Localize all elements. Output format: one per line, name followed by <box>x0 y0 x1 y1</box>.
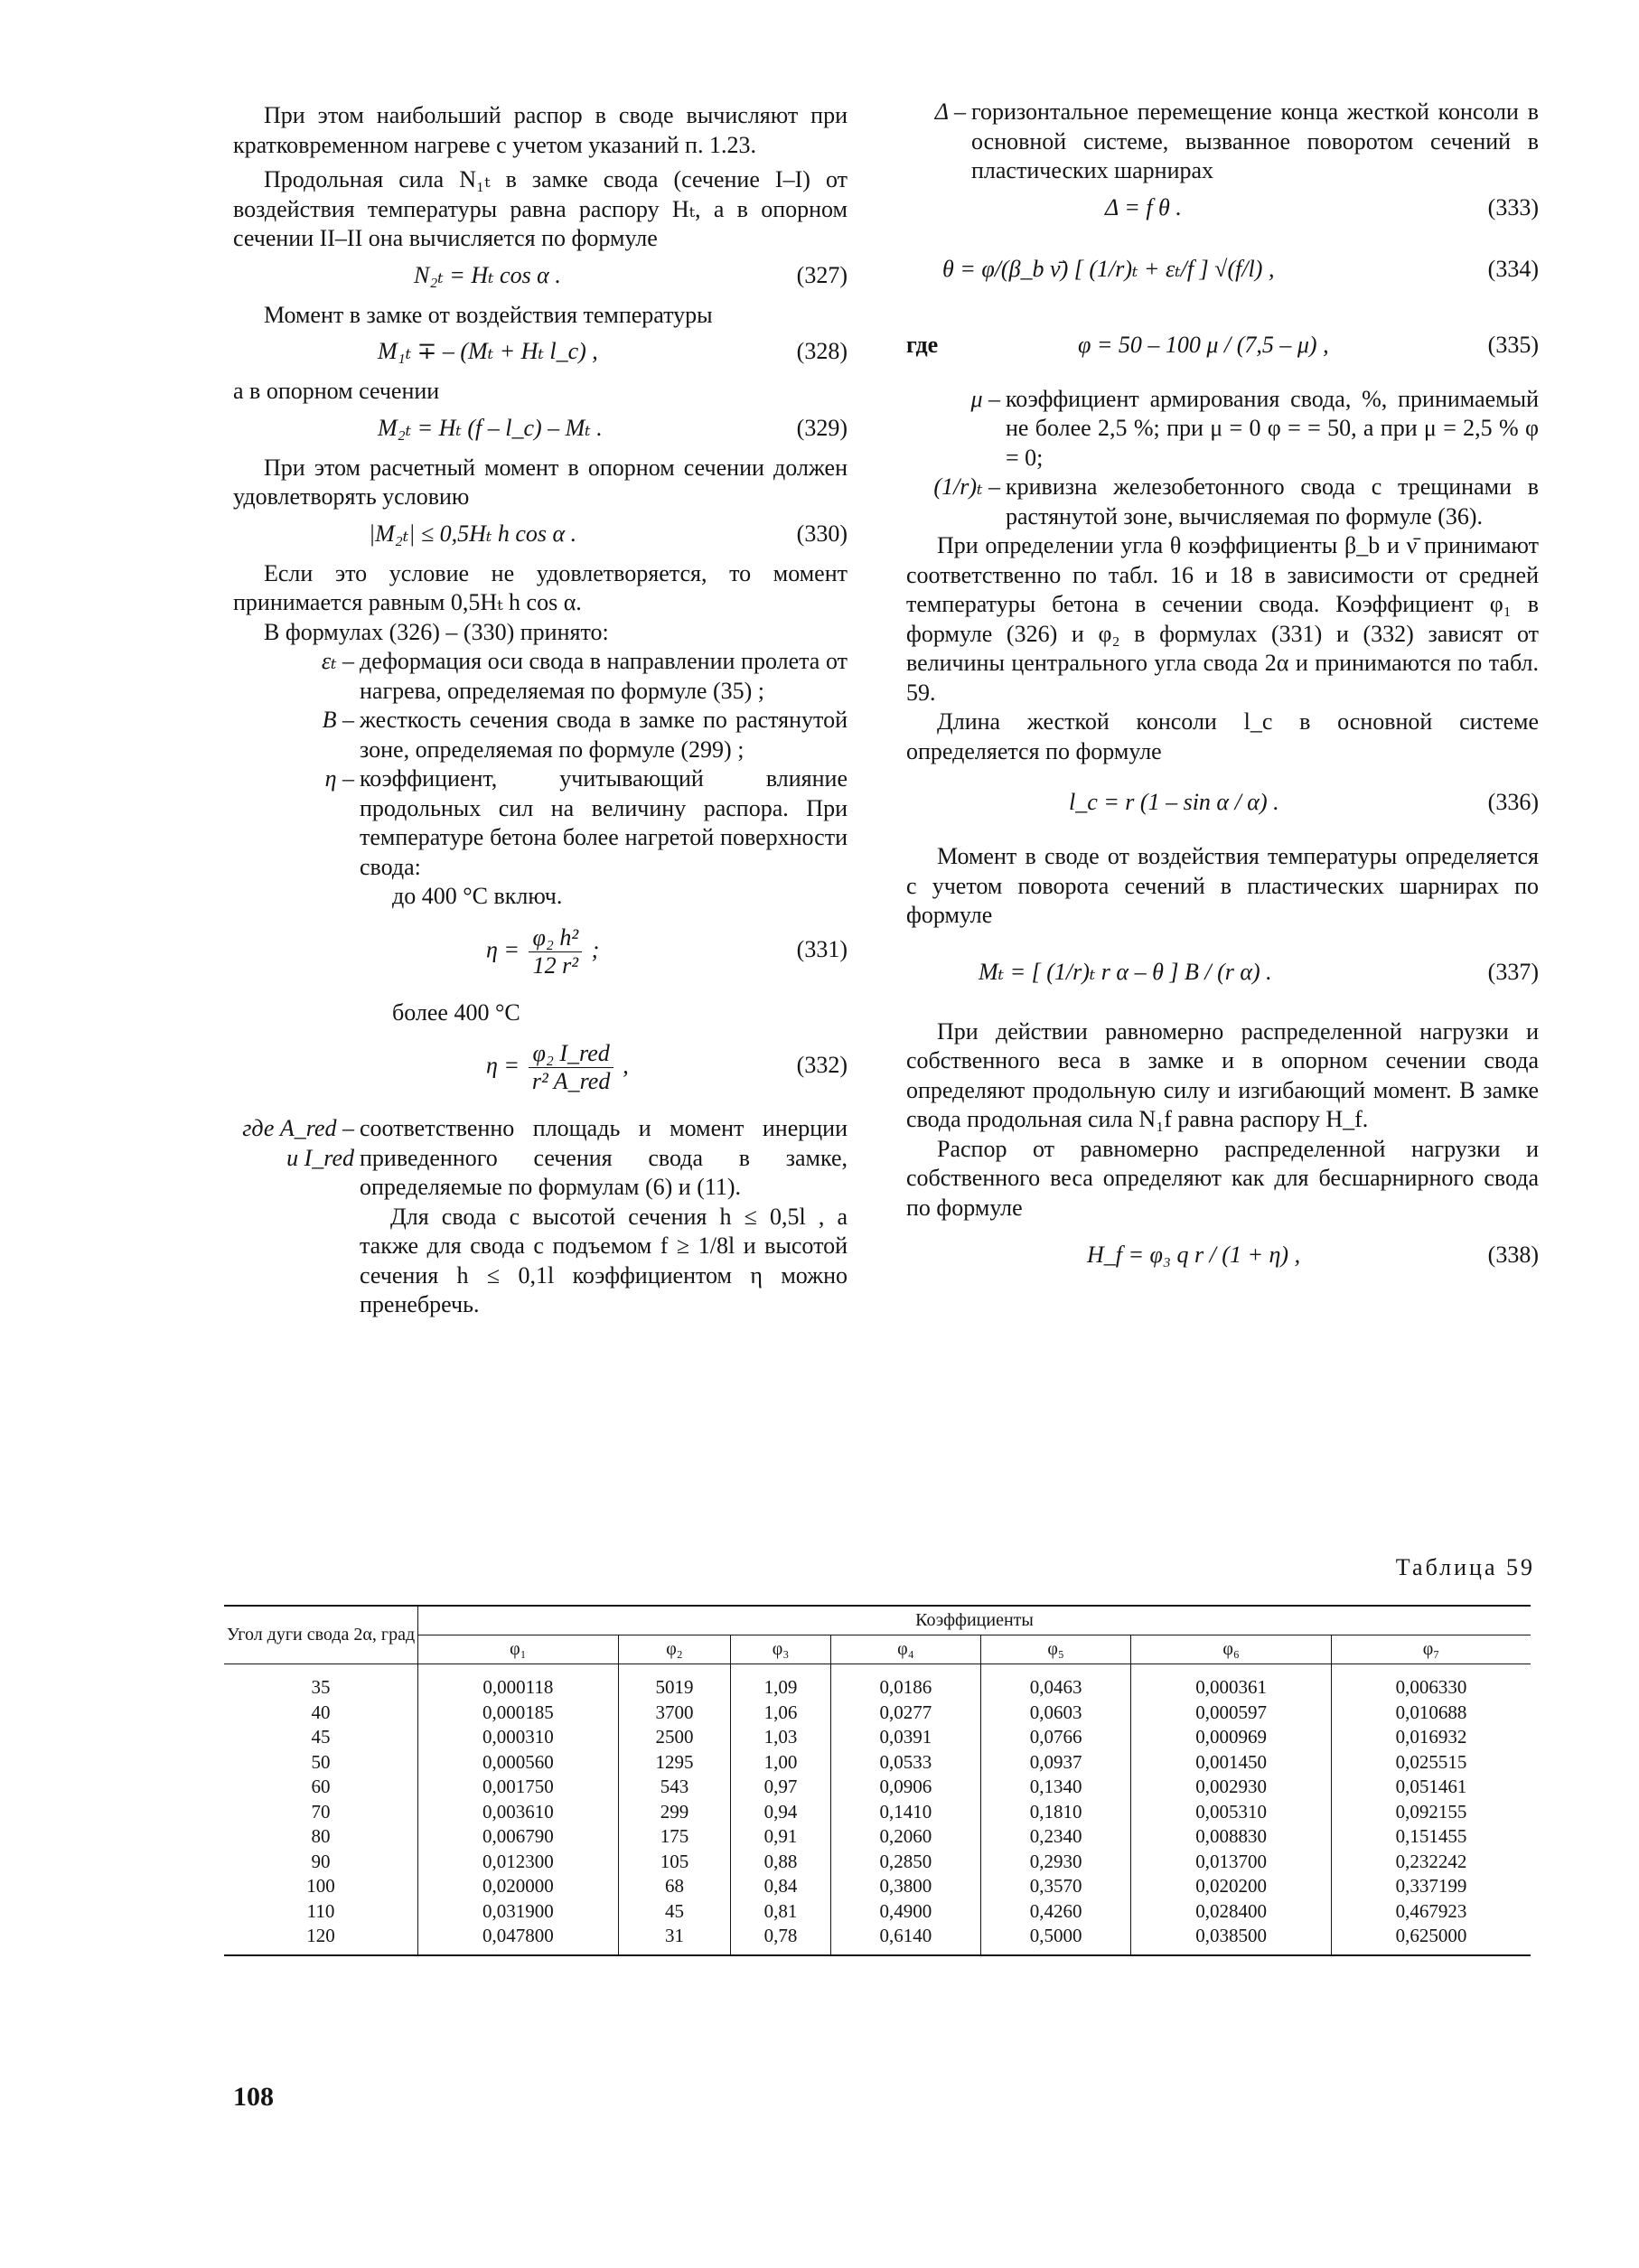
fraction <box>529 1040 613 1095</box>
table-cell: 0,005310 <box>1131 1800 1332 1825</box>
formula-lhs: η = <box>486 935 520 962</box>
paragraph: а в опорном сечении <box>233 378 440 404</box>
table-row <box>224 1924 1531 1955</box>
table-cell: 0,0186 <box>830 1664 980 1701</box>
table-cell: 0,001450 <box>1131 1750 1332 1776</box>
definition-term: μ – <box>970 385 1000 412</box>
equation-number: (329) <box>796 414 848 441</box>
table-cell: 0,003610 <box>418 1800 619 1825</box>
condition-label: до 400 °С включ. <box>392 883 563 909</box>
table-cell: 105 <box>618 1850 730 1875</box>
table-cell: 0,002930 <box>1131 1775 1332 1800</box>
table-row <box>224 1750 1531 1776</box>
paragraph: Продольная сила N₁ₜ в замке свода (сечение I–I) от воздействия температуры равна распору Hₜ, а в опорном сечении II–II она вычисляется по формуле <box>233 166 848 251</box>
table-cell: 0,97 <box>731 1775 831 1800</box>
table-cell: 0,625000 <box>1331 1924 1531 1955</box>
table-cell: 0,000597 <box>1131 1701 1332 1726</box>
denominator: 12 r² <box>532 951 579 979</box>
where-word: где <box>906 331 939 358</box>
paragraph: Если это условие не удовлетворяется, то момент принимается равным 0,5Hₜ h cos α. <box>233 559 848 615</box>
definition-text: соответственно площадь и момент инерции приведенного сечения свода в замке, определяемые по формулам (6) и (11). <box>360 1115 848 1200</box>
table-cell: 1,06 <box>731 1701 831 1726</box>
equation-number: (334) <box>1487 255 1539 282</box>
equation-number: (336) <box>1487 789 1539 815</box>
table-cell: 0,000969 <box>1131 1725 1332 1750</box>
table-cell: 0,0463 <box>981 1664 1131 1701</box>
table-cell: 0,4900 <box>830 1899 980 1925</box>
table-cell: 0,2930 <box>981 1850 1131 1875</box>
formula-tail: ; <box>591 935 600 962</box>
table-cell: 0,2060 <box>830 1824 980 1850</box>
table-cell: 0,1410 <box>830 1800 980 1825</box>
fraction <box>529 924 582 979</box>
table-cell: 0,000560 <box>418 1750 619 1776</box>
table-cell: 0,151455 <box>1395 1825 1467 1847</box>
equation-336 <box>906 766 1539 842</box>
formula: |M₂ₜ| ≤ 0,5Hₜ h cos α . <box>369 520 577 547</box>
table-cell: 0,5000 <box>981 1924 1131 1955</box>
table-cell: 0,0937 <box>981 1750 1131 1776</box>
paragraph: При этом наибольший распор в своде вычисляют при кратковременном нагреве с учетом указаний п. 1.23. <box>233 102 848 158</box>
paragraph: Момент в замке от воздействия температуры <box>264 301 713 328</box>
definition-list <box>233 647 848 882</box>
table-cell: 0,047800 <box>418 1924 619 1955</box>
paragraph: В формулах (326) – (330) принято: <box>264 618 609 645</box>
paragraph: Момент в своде от воздействия температуры определяется с учетом поворота сечений в пластических шарнирах по формуле <box>906 843 1539 928</box>
table-cell: 0,016932 <box>1395 1726 1467 1748</box>
table-cell: 0,88 <box>731 1850 831 1875</box>
table-row <box>224 1899 1531 1925</box>
table-cell: 0,4260 <box>981 1899 1131 1925</box>
table-cell: 543 <box>618 1775 730 1800</box>
coefficients-table <box>224 1605 1531 1956</box>
table-cell: 2500 <box>618 1725 730 1750</box>
equation-331 <box>233 912 848 988</box>
equation-number: (335) <box>1487 331 1539 358</box>
column-header: φ₆ <box>1131 1635 1332 1664</box>
table-cell: 0,051461 <box>1395 1776 1467 1797</box>
table-cell: 0,025515 <box>1395 1750 1467 1773</box>
table-row <box>224 1850 1531 1875</box>
table-cell: 299 <box>618 1800 730 1825</box>
table-cell: 3700 <box>618 1701 730 1726</box>
delta-definition <box>906 98 1539 186</box>
table-row <box>224 1664 1531 1701</box>
table-cell: 100 <box>224 1874 418 1899</box>
table-cell: 35 <box>224 1664 418 1701</box>
table-cell: 0,092155 <box>1395 1800 1467 1823</box>
equation-337 <box>906 931 1539 1017</box>
definition-term: Δ – <box>934 98 966 125</box>
table-cell: 0,0533 <box>830 1750 980 1776</box>
column-header: φ₅ <box>981 1635 1131 1664</box>
equation-330 <box>233 512 848 559</box>
definition-text: кривизна железобетонного свода с трещинами в растянутой зоне, вычисляемая по формуле (36). <box>1006 473 1539 530</box>
table-cell: 0,84 <box>731 1874 831 1899</box>
table-cell: 0,008830 <box>1131 1824 1332 1850</box>
table-cell: 0,78 <box>731 1924 831 1955</box>
column-header: φ₃ <box>731 1635 831 1664</box>
equation-338 <box>906 1223 1539 1298</box>
table-cell: 175 <box>618 1824 730 1850</box>
table-caption: Таблица 59 <box>1395 1554 1535 1580</box>
equation-333 <box>906 186 1539 233</box>
table-cell: 1,00 <box>731 1750 831 1776</box>
equation-number: (338) <box>1487 1242 1539 1268</box>
table-cell: 0,6140 <box>830 1924 980 1955</box>
table-cell: 0,012300 <box>418 1850 619 1875</box>
table-cell: 0,006790 <box>418 1824 619 1850</box>
definition-term: η – <box>324 765 354 792</box>
formula: l_c = r (1 – sin α / α) . <box>1069 789 1279 815</box>
table-cell: 31 <box>618 1924 730 1955</box>
table-cell: 0,0906 <box>830 1775 980 1800</box>
formula: H_f = φ₃ q r / (1 + η) , <box>1087 1242 1301 1268</box>
mu-definition <box>906 385 1539 532</box>
table-body <box>224 1664 1531 1955</box>
table-cell: 0,000310 <box>418 1725 619 1750</box>
paragraph: При этом расчетный момент в опорном сечении должен удовлетворять условию <box>233 454 848 510</box>
equation-327 <box>233 254 848 301</box>
equation-335 <box>906 309 1539 385</box>
formula: θ = φ/(β_b ν̄) [ (1/r)ₜ + εₜ/f ] √(f/l) , <box>942 255 1275 282</box>
table-cell: 0,2850 <box>830 1850 980 1875</box>
condition-label: более 400 °С <box>392 998 520 1026</box>
table-cell: 0,020200 <box>1131 1874 1332 1899</box>
table-cell: 0,028400 <box>1131 1899 1332 1925</box>
table-cell: 50 <box>224 1750 418 1776</box>
equation-number: (328) <box>796 338 848 364</box>
definition-term: εₜ – <box>321 648 354 674</box>
table-cell: 0,031900 <box>418 1899 619 1925</box>
definition-term: (1/r)ₜ – <box>933 473 1000 500</box>
table-cell: 0,3800 <box>830 1874 980 1899</box>
left-column <box>233 101 848 1320</box>
table-cell: 70 <box>224 1800 418 1825</box>
page-number: 108 <box>233 2082 274 2112</box>
angle-column-header: Угол дуги свода 2α, град <box>224 1606 418 1664</box>
definition-text: коэффициент, учитывающий влияние продольных сил на величину распора. При температуре бетона более нагретой поверхности свода: <box>360 765 848 880</box>
table-cell: 0,2340 <box>981 1824 1131 1850</box>
column-header: φ₁ <box>418 1635 619 1664</box>
table-cell: 0,010688 <box>1395 1701 1467 1723</box>
table-cell: 0,94 <box>731 1800 831 1825</box>
table-cell: 60 <box>224 1775 418 1800</box>
table-cell: 45 <box>618 1899 730 1925</box>
table-cell: 0,1340 <box>981 1775 1131 1800</box>
equation-number: (332) <box>796 1052 848 1078</box>
where-definition <box>233 1114 848 1203</box>
numerator: φ₂ h² <box>529 924 582 952</box>
table-cell: 0,337199 <box>1395 1875 1467 1897</box>
column-header-row <box>224 1635 1531 1664</box>
equation-number: (337) <box>1487 958 1539 985</box>
table-cell: 45 <box>224 1725 418 1750</box>
equation-329 <box>233 407 848 454</box>
formula: Δ = f θ . <box>1105 193 1182 220</box>
table-cell: 0,000185 <box>418 1701 619 1726</box>
table-row <box>224 1775 1531 1800</box>
paragraph: Распор от равномерно распределенной нагрузки и собственного веса определяют как для бесшарнирного свода по формуле <box>906 1135 1539 1221</box>
definition-text: деформация оси свода в направлении пролета от нагрева, определяемая по формуле (35) ; <box>360 648 848 704</box>
table-cell: 0,006330 <box>1395 1676 1467 1698</box>
equation-328 <box>233 330 848 377</box>
paragraph: При определении угла θ коэффициенты β_b и ν̄ принимают соответственно по табл. 16 и 18 в зависимости от средней температуры бетона в сечении свода. Коэффициент φ₁ в формуле (326) и φ₂ в формулах (331) и (332) зависят от величины центрального угла свода 2α и принимаются по табл. 59. <box>906 532 1539 706</box>
column-header: φ₇ <box>1331 1635 1531 1664</box>
equation-number: (330) <box>796 520 848 547</box>
table-cell: 0,91 <box>731 1824 831 1850</box>
table-cell: 0,0766 <box>981 1725 1131 1750</box>
table-row <box>224 1800 1531 1825</box>
table-cell: 80 <box>224 1824 418 1850</box>
table-cell: 0,81 <box>731 1899 831 1925</box>
table-cell: 0,001750 <box>418 1775 619 1800</box>
table-cell: 0,020000 <box>418 1874 619 1899</box>
table-cell: 1295 <box>618 1750 730 1776</box>
column-header: φ₂ <box>618 1635 730 1664</box>
table-cell: 0,000361 <box>1131 1664 1332 1701</box>
table-cell: 120 <box>224 1924 418 1955</box>
paragraph: При действии равномерно распределенной нагрузки и собственного веса в замке и в опорном сечении свода определяют продольную силу и изгибающий момент. В замке свода продольная сила N₁f равна распору H_f. <box>906 1017 1539 1132</box>
table-row <box>224 1874 1531 1899</box>
right-column <box>906 98 1539 1298</box>
table-row <box>224 1701 1531 1726</box>
table-row <box>224 1725 1531 1750</box>
numerator: φ₂ I_red <box>529 1040 613 1068</box>
table-cell: 0,000118 <box>418 1664 619 1701</box>
table-cell: 0,038500 <box>1131 1924 1332 1955</box>
formula-tail: , <box>623 1052 629 1079</box>
table-cell: 0,0277 <box>830 1701 980 1726</box>
paragraph: Длина жесткой консоли l_c в основной системе определяется по формуле <box>906 708 1539 764</box>
table-row <box>224 1824 1531 1850</box>
table-cell: 0,013700 <box>1131 1850 1332 1875</box>
denominator: r² A_red <box>531 1068 611 1094</box>
definition-term: где A_red – и I_red <box>242 1115 354 1171</box>
column-header: φ₄ <box>830 1635 980 1664</box>
table-cell: 90 <box>224 1850 418 1875</box>
table-cell: 0,3570 <box>981 1874 1131 1899</box>
equation-number: (331) <box>796 935 848 962</box>
equation-number: (327) <box>796 261 848 288</box>
formula: M₂ₜ = Hₜ (f – l_c) – Mₜ . <box>378 414 603 441</box>
definition-text: горизонтальное перемещение конца жесткой консоли в основной системе, вызванное поворотом сечений в пластических шарнирах <box>971 98 1539 183</box>
equation-332 <box>233 1027 848 1103</box>
table-cell: 0,0391 <box>830 1725 980 1750</box>
table-cell: 0,467923 <box>1395 1899 1467 1922</box>
table-cell: 110 <box>224 1899 418 1925</box>
paragraph: Для свода с высотой сечения h ≤ 0,5l , а также для свода с подъемом f ≥ 1/8l и высотой сечения h ≤ 0,1l коэффициентом η можно пренебречь. <box>360 1203 848 1317</box>
table-cell: 5019 <box>618 1664 730 1701</box>
definition-term: B – <box>322 707 354 733</box>
equation-334 <box>906 233 1539 309</box>
formula: Mₜ = [ (1/r)ₜ r α – θ ] B / (r α) . <box>979 958 1272 985</box>
definition-text: жесткость сечения свода в замке по растянутой зоне, определяемая по формуле (299) ; <box>360 707 848 763</box>
table-cell: 40 <box>224 1701 418 1726</box>
table-cell: 1,03 <box>731 1725 831 1750</box>
coefficients-header: Коэффициенты <box>418 1606 1531 1635</box>
table-cell: 0,0603 <box>981 1701 1131 1726</box>
formula-lhs: η = <box>486 1052 520 1079</box>
table-cell: 0,232242 <box>1395 1850 1467 1872</box>
table-cell: 1,09 <box>731 1664 831 1701</box>
table-cell: 0,1810 <box>981 1800 1131 1825</box>
table-cell: 68 <box>618 1874 730 1899</box>
formula: M₁ₜ ∓ – (Mₜ + Hₜ l_c) , <box>378 338 598 364</box>
formula: N₂ₜ = Hₜ cos α . <box>414 261 561 288</box>
definition-text: коэффициент армирования свода, %, принимаемый не более 2,5 %; при μ = 0 φ = = 50, а при μ = 2,5 % φ = 0; <box>1006 385 1539 471</box>
equation-number: (333) <box>1487 193 1539 220</box>
formula: φ = 50 – 100 μ / (7,5 – μ) , <box>1078 331 1329 358</box>
